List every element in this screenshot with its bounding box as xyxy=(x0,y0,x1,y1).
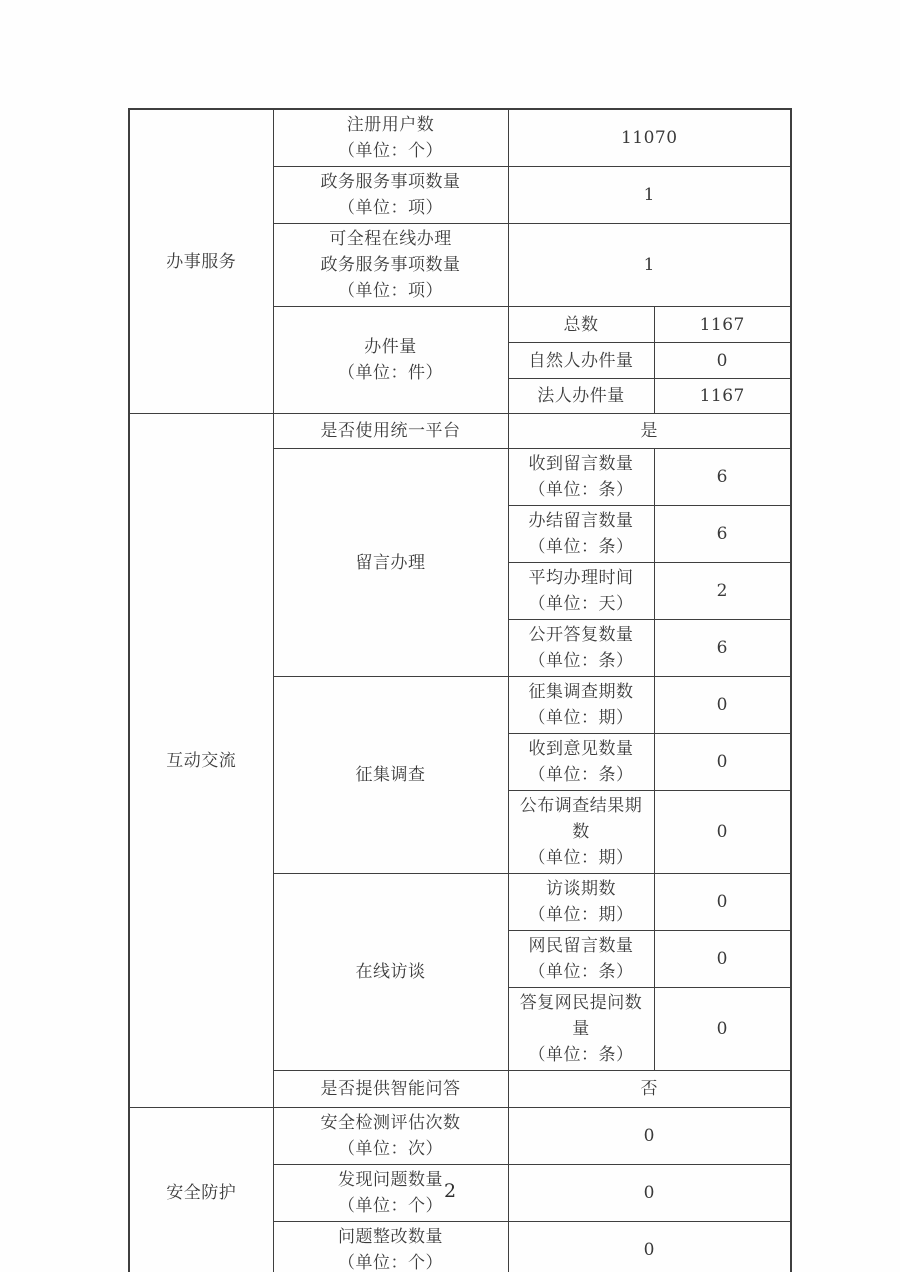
submetric-value: 0 xyxy=(654,874,791,931)
submetric-value: 1167 xyxy=(654,307,791,343)
submetric-unit-text: （单位：期） xyxy=(528,848,634,868)
submetric-value: 0 xyxy=(654,931,791,988)
metric-value: 0 xyxy=(508,1222,791,1272)
submetric-value: 6 xyxy=(654,506,791,563)
group-label: 征集调查 xyxy=(273,677,508,874)
metric-unit-text: （单位：次） xyxy=(338,1139,443,1159)
submetric-label xyxy=(508,734,654,791)
submetric-value: 0 xyxy=(654,343,791,379)
group-label-text: 办件量 xyxy=(364,337,417,357)
group-unit-text: （单位：件） xyxy=(338,363,443,383)
submetric-unit-text: （单位：期） xyxy=(528,708,634,728)
submetric-label-text: 公开答复数量 xyxy=(528,625,634,645)
submetric-label-text: 访谈期数 xyxy=(546,879,616,899)
metric-label-text: 注册用户数 xyxy=(346,115,435,135)
category-cell: 互动交流 xyxy=(129,414,273,1108)
submetric-unit-text: （单位：条） xyxy=(528,537,634,557)
submetric-label-text: 答复网民提问数量 xyxy=(519,993,643,1039)
group-label xyxy=(273,307,508,414)
submetric-value: 0 xyxy=(654,791,791,874)
submetric-label-text: 平均办理时间 xyxy=(528,568,634,588)
submetric-label xyxy=(508,791,654,874)
submetric-value: 0 xyxy=(654,677,791,734)
submetric-label xyxy=(508,874,654,931)
metric-label xyxy=(273,167,508,224)
submetric-value: 0 xyxy=(654,734,791,791)
metric-label xyxy=(273,1108,508,1165)
submetric-label: 总数 xyxy=(508,307,654,343)
metric-value: 0 xyxy=(508,1108,791,1165)
submetric-label-text: 网民留言数量 xyxy=(528,936,634,956)
metric-label: 是否使用统一平台 xyxy=(273,414,508,449)
metric-value: 是 xyxy=(508,414,791,449)
submetric-unit-text: （单位：条） xyxy=(528,765,634,785)
submetric-label xyxy=(508,449,654,506)
metric-label-text: 政务服务事项数量 xyxy=(320,172,461,192)
submetric-unit-text: （单位：条） xyxy=(528,480,634,500)
annual-report-table xyxy=(128,108,792,1272)
metric-label: 是否提供智能问答 xyxy=(273,1071,508,1108)
group-label: 在线访谈 xyxy=(273,874,508,1071)
submetric-label xyxy=(508,563,654,620)
submetric-unit-text: （单位：条） xyxy=(528,962,634,982)
submetric-label xyxy=(508,677,654,734)
category-cell: 办事服务 xyxy=(129,109,273,414)
submetric-label xyxy=(508,506,654,563)
metric-unit-text: （单位：项） xyxy=(338,198,443,218)
submetric-label-text: 收到意见数量 xyxy=(528,739,634,759)
metric-label xyxy=(273,1222,508,1272)
metric-value: 否 xyxy=(508,1071,791,1108)
metric-unit-text: （单位：项） xyxy=(338,281,443,301)
metric-label-text: 问题整改数量 xyxy=(338,1227,443,1247)
submetric-value: 6 xyxy=(654,449,791,506)
metric-value: 11070 xyxy=(508,109,791,167)
metric-value: 0 xyxy=(508,1165,791,1222)
metric-label-text: 发现问题数量 xyxy=(338,1170,443,1190)
submetric-label-text: 办结留言数量 xyxy=(528,511,634,531)
submetric-label xyxy=(508,931,654,988)
submetric-value: 2 xyxy=(654,563,791,620)
row-registered-users xyxy=(129,109,791,167)
metric-label-text: 安全检测评估次数 xyxy=(320,1113,461,1133)
submetric-value: 6 xyxy=(654,620,791,677)
metric-unit-text: （单位：个） xyxy=(338,1253,443,1272)
submetric-label-text: 征集调查期数 xyxy=(528,682,634,702)
submetric-label xyxy=(508,620,654,677)
submetric-value: 0 xyxy=(654,988,791,1071)
submetric-unit-text: （单位：天） xyxy=(528,594,634,614)
submetric-label: 法人办件量 xyxy=(508,379,654,414)
submetric-unit-text: （单位：条） xyxy=(528,651,634,671)
metric-unit-text: （单位：个） xyxy=(338,1196,443,1216)
submetric-label xyxy=(508,988,654,1071)
group-label: 留言办理 xyxy=(273,449,508,677)
submetric-label-text: 公布调查结果期数 xyxy=(519,796,643,842)
submetric-value: 1167 xyxy=(654,379,791,414)
metric-unit-text: （单位：个） xyxy=(338,141,443,161)
metric-label-text: 政务服务事项数量 xyxy=(320,255,461,275)
category-cell: 安全防护 xyxy=(129,1108,273,1272)
submetric-unit-text: （单位：期） xyxy=(528,905,634,925)
metric-label xyxy=(273,109,508,167)
row-unified-platform xyxy=(129,414,791,449)
metric-value: 1 xyxy=(508,224,791,307)
row-security-assessments xyxy=(129,1108,791,1165)
metric-label-text: 可全程在线办理 xyxy=(329,229,452,249)
metric-value: 1 xyxy=(508,167,791,224)
submetric-label-text: 收到留言数量 xyxy=(528,454,634,474)
metric-label xyxy=(273,224,508,307)
submetric-unit-text: （单位：条） xyxy=(528,1045,634,1065)
submetric-label: 自然人办件量 xyxy=(508,343,654,379)
page-number: 2 xyxy=(443,1180,457,1202)
